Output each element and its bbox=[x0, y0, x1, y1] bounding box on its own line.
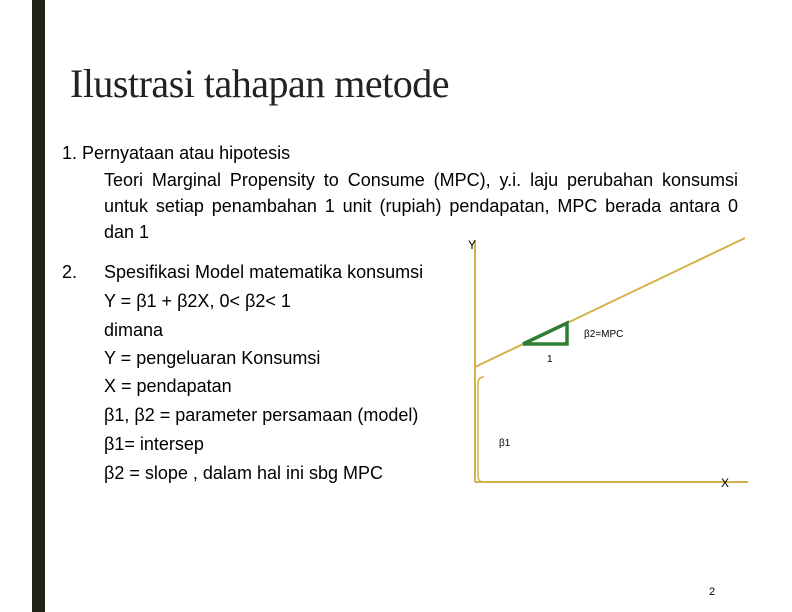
consumption-line bbox=[475, 238, 745, 367]
item2-line-dimana: dimana bbox=[104, 320, 164, 340]
item2-line-parameters: β1, β2 = parameter persamaan (model) bbox=[104, 405, 419, 425]
unit-label: 1 bbox=[547, 354, 553, 365]
slide-title: Ilustrasi tahapan metode bbox=[70, 61, 449, 106]
slope-label: β2=MPC bbox=[584, 329, 624, 340]
page-number: 2 bbox=[709, 586, 716, 598]
item2-line-spesifikasi: Spesifikasi Model matematika konsumsi bbox=[104, 262, 424, 282]
y-axis-label: Y bbox=[468, 238, 477, 252]
x-axis-label: X bbox=[721, 476, 730, 490]
item2-line-slope: β2 = slope , dalam hal ini sbg MPC bbox=[104, 463, 383, 483]
item2-number: 2. bbox=[62, 262, 78, 282]
item2-line-x-def: X = pendapatan bbox=[104, 376, 232, 396]
item2-line-intercept: β1= intersep bbox=[104, 434, 204, 454]
item1-heading: 1. Pernyataan atau hipotesis bbox=[62, 143, 291, 163]
intercept-brace bbox=[478, 377, 484, 482]
item2-line-equation: Y = β1 + β2X, 0< β2< 1 bbox=[104, 291, 291, 311]
intercept-label: β1 bbox=[499, 438, 511, 449]
item1-paragraph: Teori Marginal Propensity to Consume (MPC), y.i. laju perubahan konsumsi untuk setiap penambahan 1 unit (rupiah) pendapatan, MPC berada antara 0 dan 1 bbox=[104, 170, 738, 242]
slope-triangle bbox=[523, 323, 567, 344]
item2-line-y-def: Y = pengeluaran Konsumsi bbox=[104, 348, 321, 368]
